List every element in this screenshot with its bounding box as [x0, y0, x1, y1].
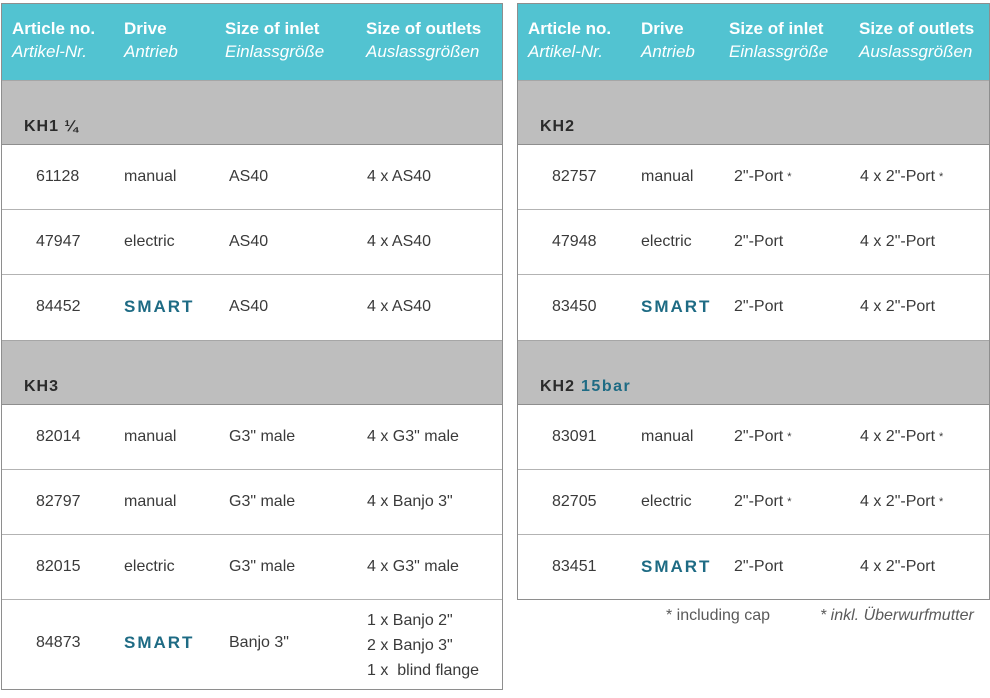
- inlet-value: 2"-Port: [734, 168, 784, 185]
- table-header: [518, 4, 989, 80]
- inlet-size: 2"-Port: [734, 558, 784, 575]
- outlet-line: 1 x Banjo 2": [367, 612, 453, 629]
- outlet-size: 4 x Banjo 3": [367, 493, 453, 510]
- header-drive-en: Drive: [641, 19, 684, 38]
- drive-smart-label: SMART: [124, 633, 195, 652]
- outlet-value: 4 x 2"-Port: [860, 168, 936, 185]
- inlet-size: AS40: [229, 168, 269, 185]
- drive-type: manual: [124, 428, 177, 445]
- inlet-size: [734, 405, 792, 469]
- table-row: [2, 275, 502, 340]
- group-label-main: KH2: [540, 378, 576, 395]
- header-outlets: [859, 18, 974, 64]
- table-row: [2, 600, 502, 687]
- inlet-value: 2"-Port: [734, 428, 784, 445]
- group-header-kh2: [518, 80, 989, 145]
- outlet-size: 4 x 2"-Port: [860, 298, 936, 315]
- group-header-kh1: [2, 80, 502, 145]
- header-outlets-en: Size of outlets: [859, 19, 975, 38]
- drive-type: manual: [641, 168, 694, 185]
- article-number: 47948: [552, 233, 597, 250]
- header-article: [528, 18, 611, 64]
- left-table: [1, 3, 503, 690]
- header-drive-de: Antrieb: [641, 42, 695, 61]
- footnote-english: * including cap: [666, 607, 771, 624]
- group-header-kh2-15bar: [518, 340, 989, 405]
- header-inlet: [729, 18, 828, 64]
- drive-smart-label: SMART: [124, 297, 195, 316]
- outlet-size-list: [367, 608, 479, 683]
- article-number: 83450: [552, 298, 597, 315]
- drive-smart-label: SMART: [641, 297, 712, 316]
- inlet-size: Banjo 3": [229, 634, 289, 651]
- group-label: KH1 ¼: [24, 118, 79, 135]
- drive-type: manual: [124, 493, 177, 510]
- header-article-en: Article no.: [12, 19, 96, 38]
- article-number: 82705: [552, 493, 597, 510]
- table-row: [2, 210, 502, 275]
- header-inlet: [225, 18, 324, 64]
- group-label: KH3: [24, 378, 60, 395]
- header-article-de: Artikel-Nr.: [528, 42, 603, 61]
- outlet-value: 4 x 2"-Port: [860, 493, 936, 510]
- article-number: 47947: [36, 233, 81, 250]
- outlet-size: 4 x 2"-Port: [860, 558, 936, 575]
- article-number: 84452: [36, 298, 81, 315]
- article-number: 83091: [552, 428, 597, 445]
- table-row: [518, 275, 989, 340]
- drive-type: electric: [124, 558, 175, 575]
- outlet-size: 4 x AS40: [367, 168, 432, 185]
- article-number: 84873: [36, 634, 81, 651]
- inlet-size: G3" male: [229, 558, 296, 575]
- article-number: 82015: [36, 558, 81, 575]
- header-drive: [124, 18, 178, 64]
- header-drive: [641, 18, 695, 64]
- table-row: [518, 405, 989, 470]
- article-number: 83451: [552, 558, 597, 575]
- inlet-size: 2"-Port: [734, 233, 784, 250]
- table-row: [2, 470, 502, 535]
- footnote-german: * inkl. Überwurfmutter: [820, 607, 974, 624]
- header-drive-de: Antrieb: [124, 42, 178, 61]
- table-row: [518, 535, 989, 600]
- header-article: [12, 18, 95, 64]
- inlet-size: [734, 145, 792, 209]
- outlet-size: 4 x G3" male: [367, 558, 459, 575]
- outlet-size: [860, 405, 943, 469]
- drive-type: electric: [641, 233, 692, 250]
- article-number: 82014: [36, 428, 81, 445]
- header-outlets-en: Size of outlets: [366, 19, 482, 38]
- header-outlets-de: Auslassgrößen: [859, 42, 973, 61]
- footnote-marker: *: [939, 431, 944, 443]
- header-outlets-de: Auslassgrößen: [366, 42, 480, 61]
- group-header-kh3: [2, 340, 502, 405]
- header-inlet-en: Size of inlet: [729, 19, 824, 38]
- outlet-size: [860, 470, 943, 534]
- article-number: 82757: [552, 168, 597, 185]
- inlet-value: 2"-Port: [734, 493, 784, 510]
- group-label: KH2: [540, 118, 576, 135]
- footnote-marker: *: [787, 431, 792, 443]
- drive-type: manual: [124, 168, 177, 185]
- inlet-size: G3" male: [229, 493, 296, 510]
- outlet-value: 4 x 2"-Port: [860, 428, 936, 445]
- drive-type: manual: [641, 428, 694, 445]
- inlet-size: G3" male: [229, 428, 296, 445]
- inlet-size: 2"-Port: [734, 298, 784, 315]
- header-inlet-en: Size of inlet: [225, 19, 320, 38]
- outlet-line: 1 x blind flange: [367, 662, 480, 679]
- outlet-size: 4 x AS40: [367, 298, 432, 315]
- table-header: [2, 4, 502, 80]
- header-inlet-de: Einlassgröße: [729, 42, 829, 61]
- outlet-size: [860, 145, 943, 209]
- inlet-size: AS40: [229, 298, 269, 315]
- pressure-badge: 15bar: [581, 378, 632, 395]
- article-number: 61128: [36, 168, 80, 185]
- footnote-marker: *: [787, 171, 792, 183]
- header-outlets: [366, 18, 481, 64]
- footnote-marker: *: [787, 496, 792, 508]
- header-article-en: Article no.: [528, 19, 612, 38]
- header-inlet-de: Einlassgröße: [225, 42, 325, 61]
- outlet-size: 4 x G3" male: [367, 428, 459, 445]
- table-row: [518, 470, 989, 535]
- footnote-marker: *: [939, 171, 944, 183]
- table-row: [2, 145, 502, 210]
- header-drive-en: Drive: [124, 19, 167, 38]
- table-row: [518, 145, 989, 210]
- header-article-de: Artikel-Nr.: [12, 42, 87, 61]
- inlet-size: [734, 470, 792, 534]
- outlet-size: 4 x 2"-Port: [860, 233, 936, 250]
- outlet-line: 2 x Banjo 3": [367, 637, 453, 654]
- drive-type: electric: [124, 233, 175, 250]
- group-label: [540, 378, 631, 396]
- drive-type: electric: [641, 493, 692, 510]
- table-row: [2, 535, 502, 600]
- table-row: [518, 210, 989, 275]
- drive-smart-label: SMART: [641, 557, 712, 576]
- footnote-marker: *: [939, 496, 944, 508]
- outlet-size: 4 x AS40: [367, 233, 432, 250]
- right-table: [517, 3, 990, 600]
- inlet-size: AS40: [229, 233, 269, 250]
- article-number: 82797: [36, 493, 81, 510]
- table-row: [2, 405, 502, 470]
